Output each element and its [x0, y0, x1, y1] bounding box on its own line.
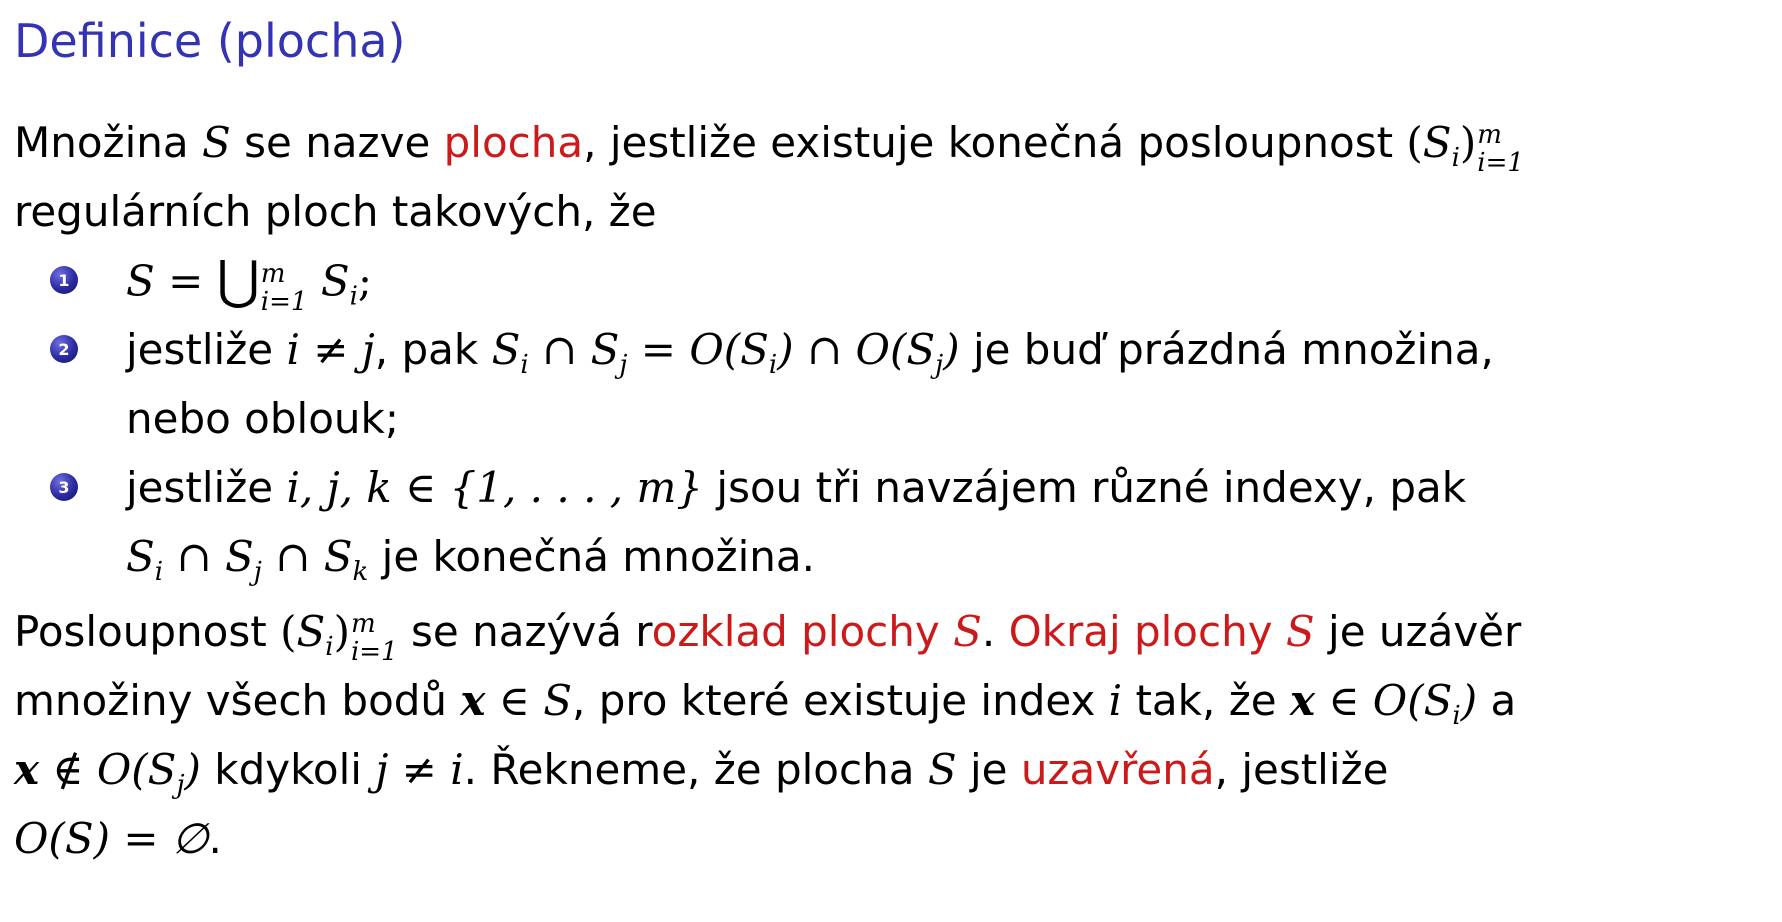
math-bold-x: x — [460, 676, 486, 725]
math-sub: i=1 — [1477, 148, 1524, 179]
item-1-line — [126, 246, 1774, 315]
text: a — [1477, 676, 1517, 725]
term-okraj: Okraj plochy — [1008, 607, 1286, 656]
math: = O(S — [627, 325, 769, 374]
math-S: S — [201, 118, 231, 167]
math: ∈ S — [485, 676, 573, 725]
math-sub: i — [768, 350, 778, 381]
term-plocha: plocha — [443, 118, 584, 167]
text: jestliže — [126, 463, 287, 512]
math-supsub — [1477, 120, 1524, 179]
math-sub: j — [176, 770, 185, 801]
math: S — [307, 256, 350, 306]
math-sub: i=1 — [260, 286, 308, 317]
math-paren: ) — [333, 607, 350, 656]
math-sup: m — [350, 609, 376, 640]
math: i ≠ j — [286, 325, 375, 374]
math-sup: m — [1477, 120, 1502, 151]
math: ∩ S — [528, 325, 620, 374]
closing-line-2 — [14, 666, 1774, 735]
math: i, j, k ∈ {1, . . . , m} — [286, 463, 704, 512]
text: , pro které existuje index — [572, 676, 1109, 725]
intro-line-1 — [14, 108, 1774, 177]
list-item — [14, 246, 1774, 315]
math-supsub — [260, 258, 308, 317]
text: . — [208, 814, 222, 863]
text: je buď prázdná množina, — [959, 325, 1494, 374]
closing-line-4 — [14, 804, 1774, 873]
math: O(S) = ∅ — [14, 814, 209, 863]
intro-line-2: regulárních ploch takových, že — [14, 187, 657, 236]
math-sub: i — [520, 350, 529, 381]
text: . — [981, 607, 1009, 656]
math-sub: j — [935, 350, 944, 381]
closing-line-3 — [14, 735, 1774, 804]
text: , jestliže existuje konečná posloupnost — [583, 118, 1407, 167]
text: se nazve — [230, 118, 444, 167]
math-sub: i=1 — [350, 637, 398, 668]
math-bold-x: x — [1289, 676, 1315, 725]
math-sub: i — [154, 557, 164, 588]
math-bold-x: x — [14, 745, 40, 794]
text: je konečná množina. — [368, 532, 815, 581]
text: tak, že — [1122, 676, 1290, 725]
math: ∉ O(S — [39, 745, 177, 794]
term-rozklad: ozklad plochy — [651, 607, 954, 656]
item-2-line-2: nebo oblouk; — [126, 394, 399, 443]
definition-body — [14, 108, 1774, 873]
math: ; — [357, 256, 373, 306]
list-item — [14, 453, 1774, 591]
list-item — [14, 315, 1774, 453]
text: se nazývá r — [397, 607, 652, 656]
math-S: S — [1422, 118, 1452, 167]
condition-list — [14, 246, 1774, 591]
math: = — [154, 256, 217, 306]
term-uzavrena: uzavřená — [1020, 745, 1215, 794]
item-3-line-2 — [126, 522, 1774, 591]
closing-line-1 — [14, 597, 1774, 666]
math: S — [927, 745, 957, 794]
math-sub: j — [619, 350, 628, 381]
math: S — [126, 532, 155, 581]
bullet-number-icon: 3 — [50, 473, 78, 501]
math-paren: ) — [1459, 118, 1477, 167]
term-rozklad-S: S — [953, 607, 982, 656]
text: kdykoli — [200, 745, 376, 794]
math: ∩ S — [261, 532, 353, 581]
math: j ≠ i — [375, 745, 464, 794]
math: i — [1108, 676, 1123, 725]
math-sub: i — [1451, 143, 1460, 174]
text: . Řekneme, že plocha — [463, 745, 928, 794]
text: , jestliže — [1214, 745, 1389, 794]
math-sub: i — [325, 632, 334, 663]
math: ) — [943, 325, 960, 374]
text: je uzávěr — [1314, 607, 1522, 656]
text: jestliže — [126, 325, 287, 374]
math: S — [491, 325, 521, 374]
bullet-number-icon: 1 — [50, 266, 78, 294]
math: ) — [1460, 676, 1478, 725]
math-paren: ( — [280, 607, 297, 656]
math-paren: ( — [1406, 118, 1423, 167]
bullet-number-icon: 2 — [50, 335, 78, 363]
math: ) ∩ O(S — [777, 325, 936, 374]
text: Množina — [14, 118, 202, 167]
math: S — [126, 256, 155, 306]
text: množiny všech bodů — [14, 676, 461, 725]
math-bigcup: ⋃ — [216, 250, 260, 311]
math: ∩ S — [163, 532, 254, 581]
item-2-line-1 — [126, 315, 1774, 384]
math-sub: i — [349, 281, 358, 312]
text: , pak — [374, 325, 492, 374]
math-sub: i — [1452, 701, 1461, 732]
math-sup: m — [260, 258, 286, 289]
definition-title: Definice (plocha) — [14, 14, 406, 68]
text: Posloupnost — [14, 607, 281, 656]
text: jsou tři navzájem různé indexy, pak — [703, 463, 1467, 512]
math-supsub — [350, 609, 398, 668]
math-sub: j — [253, 557, 262, 588]
term-okraj-S: S — [1285, 607, 1315, 656]
text: je — [956, 745, 1021, 794]
math: ∈ O(S — [1314, 676, 1453, 725]
math: S — [296, 607, 326, 656]
item-3-line-1 — [126, 453, 1774, 522]
math-sub: k — [352, 557, 369, 588]
math: ) — [184, 745, 201, 794]
